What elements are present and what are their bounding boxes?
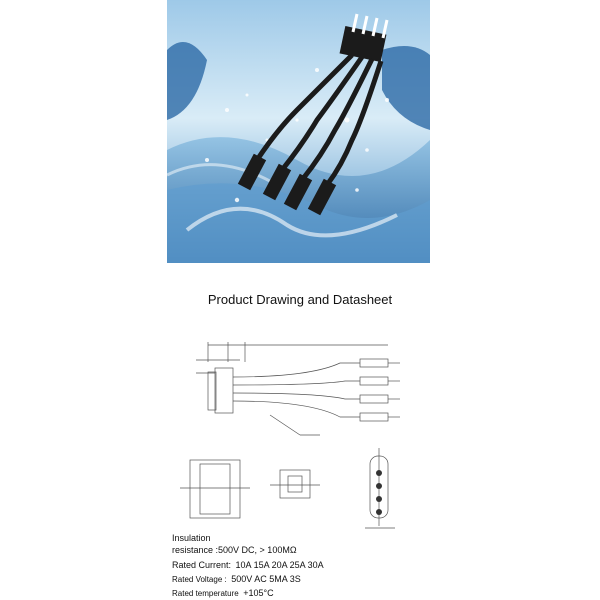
insulation-label-line1: Insulation (172, 533, 211, 543)
current-value: 10A 15A 20A 25A 30A (235, 560, 324, 570)
technical-drawing-svg (160, 330, 420, 540)
voltage-value: 500V AC 5MA 3S (231, 574, 301, 584)
voltage-label: Rated Voltage : (172, 575, 227, 584)
product-photo (167, 0, 430, 263)
insulation-label: resistance : (172, 545, 219, 555)
insulation-value: 500V DC, > 100MΩ (218, 545, 297, 555)
insulation-row (172, 545, 297, 555)
voltage-row (172, 574, 301, 584)
section-title: Product Drawing and Datasheet (207, 292, 393, 307)
product-photo-illustration (167, 0, 430, 263)
technical-drawing (160, 330, 420, 540)
temperature-row (172, 588, 274, 598)
current-row (172, 560, 324, 570)
temperature-label: Rated temperature (172, 589, 239, 598)
temperature-value: +105°C (243, 588, 274, 598)
current-label: Rated Current: (172, 560, 232, 570)
